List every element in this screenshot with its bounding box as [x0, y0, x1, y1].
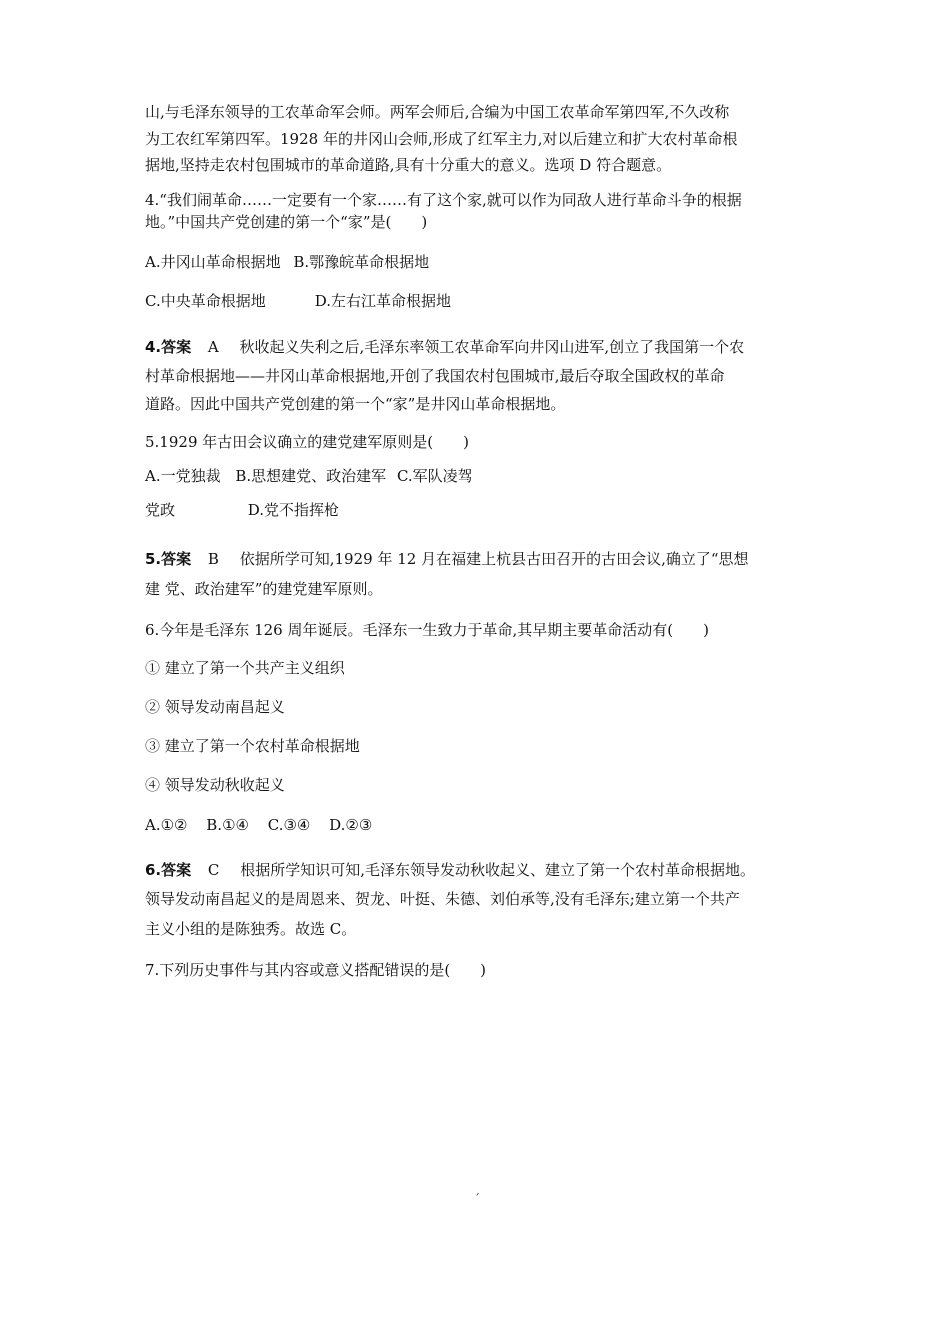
q6-answer-label: 6.答案 — [145, 861, 192, 879]
q4-option-d: D.左右江革命根据地 — [314, 292, 452, 310]
intro-line-3: 据地,坚持走农村包围城市的革命道路,具有十分重大的意义。选项 D 符合题意。 — [145, 156, 672, 174]
q5-stem: 5.1929 年古田会议确立的建党建军原则是( ) — [145, 433, 469, 451]
q6-answer-line-1 — [145, 859, 755, 881]
q4-stem-line-2: 地。”中国共产党创建的第一个“家”是( ) — [145, 213, 428, 231]
q6-item-4: ④ 领导发动秋收起义 — [145, 776, 285, 794]
q5-answer-letter: B — [207, 550, 219, 568]
q6-option-b: B.①④ — [206, 816, 249, 834]
q5-option-a: A.一党独裁 — [145, 467, 221, 485]
intro-line-1: 山,与毛泽东领导的工农革命军会师。两军会师后,合编为中国工农革命军第四军,不久改称 — [145, 103, 730, 121]
q6-answer-text-1: 根据所学知识可知,毛泽东领导发动秋收起义、建立了第一个农村革命根据地。 — [240, 861, 755, 879]
q6-answer-line-2: 领导发动南昌起义的是周恩来、贺龙、叶挺、朱德、刘伯承等,没有毛泽东;建立第一个共产 — [145, 890, 740, 908]
q6-item-2: ② 领导发动南昌起义 — [145, 698, 285, 716]
q5-option-b: B.思想建党、政治建军 — [235, 467, 387, 485]
q6-item-3: ③ 建立了第一个农村革命根据地 — [145, 737, 360, 755]
q4-answer-label: 4.答案 — [145, 338, 192, 356]
q5-option-c-continued: 党政 — [145, 501, 176, 519]
q4-option-c: C.中央革命根据地 — [145, 292, 266, 310]
q4-answer-line-2: 村革命根据地——井冈山革命根据地,开创了我国农村包围城市,最后夺取全国政权的革命 — [145, 367, 725, 385]
q4-options-row-2 — [145, 290, 451, 312]
q5-options-row-2 — [145, 499, 339, 521]
q6-answer-letter: C — [207, 861, 220, 879]
q4-options-row-1 — [145, 251, 429, 273]
q6-option-c: C.③④ — [267, 816, 311, 834]
q4-option-a: A.井冈山革命根据地 — [145, 253, 281, 271]
q6-stem: 6.今年是毛泽东 126 周年诞辰。毛泽东一生致力于革命,其早期主要革命活动有( ) — [145, 621, 709, 639]
q5-option-d: D.党不指挥枪 — [247, 501, 340, 519]
q4-option-b: B.鄂豫皖革命根据地 — [293, 253, 430, 271]
q6-option-d: D.②③ — [329, 816, 373, 834]
q7-stem: 7.下列历史事件与其内容或意义搭配错误的是( ) — [145, 961, 487, 979]
q4-answer-text-1: 秋收起义失利之后,毛泽东率领工农革命军向井冈山进军,创立了我国第一个农 — [239, 338, 745, 356]
q4-stem-line-1: 4.“我们闹革命……一定要有一个家……有了这个家,就可以作为同敌人进行革命斗争的根据 — [145, 191, 742, 209]
q5-answer-line-2: 建 党、政治建军”的建党建军原则。 — [145, 580, 383, 598]
footer-mark: ˊ — [474, 1192, 480, 1206]
q5-answer-line-1 — [145, 548, 749, 570]
q4-answer-line-1 — [145, 336, 744, 358]
q4-answer-letter: A — [207, 338, 219, 356]
q5-option-c: C.军队凌驾 — [396, 467, 473, 485]
q5-answer-text-1: 依据所学可知,1929 年 12 月在福建上杭县古田召开的古田会议,确立了“思想 — [239, 550, 749, 568]
q5-options-row-1 — [145, 465, 473, 487]
intro-line-2: 为工农红军第四军。1928 年的井冈山会师,形成了红军主力,对以后建立和扩大农村革命根 — [145, 130, 738, 148]
q6-option-a: A.①② — [145, 816, 188, 834]
q6-options-row — [145, 814, 372, 836]
q6-item-1: ① 建立了第一个共产主义组织 — [145, 659, 345, 677]
q6-answer-line-3: 主义小组的是陈独秀。故选 C。 — [145, 920, 357, 938]
q4-answer-line-3: 道路。因此中国共产党创建的第一个“家”是井冈山革命根据地。 — [145, 395, 566, 413]
q5-answer-label: 5.答案 — [145, 550, 192, 568]
